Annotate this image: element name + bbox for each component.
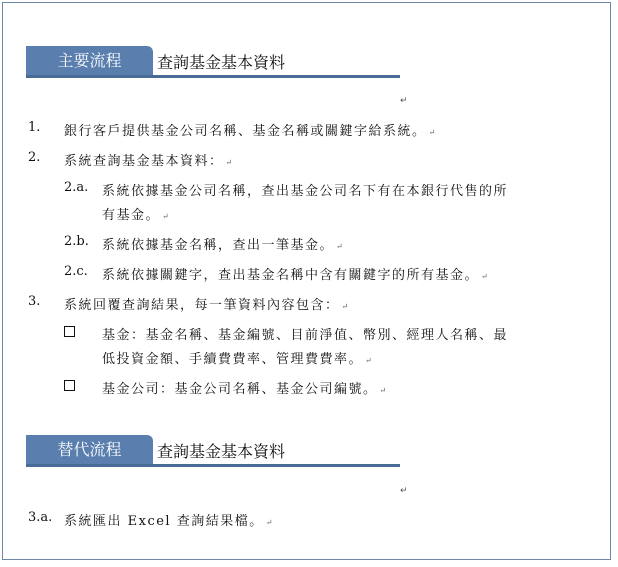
main-flow-tab: 主要流程 (26, 46, 153, 76)
substep-text-continued: 有基金。 ↵ (102, 208, 169, 223)
step-text: 銀行客戶提供基金公司名稱、基金名稱或關鍵字給系統。 ↵ (64, 124, 436, 139)
main-flow-header (26, 46, 406, 78)
substep-number: 2.a. (64, 180, 89, 195)
alt-step-number: 3.a. (28, 510, 53, 525)
substep-text: 系統依據基金公司名稱，查出基金公司名下有在本銀行代售的所 (102, 184, 509, 199)
step-text: 系統查詢基金基本資料： ↵ (64, 154, 233, 169)
alt-flow-title: 查詢基金基本資料 (157, 442, 286, 461)
paragraph-mark: ↵ (400, 96, 408, 106)
substep-text: 系統依據關鍵字，查出基金名稱中含有關鍵字的所有基金。 ↵ (102, 268, 488, 283)
alt-flow-rule (26, 464, 400, 467)
main-flow-rule (26, 75, 400, 78)
bullet-text: 基金公司：基金公司名稱、基金公司編號。 ↵ (102, 382, 387, 397)
substep-text: 系統依據基金名稱，查出一筆基金。 ↵ (102, 238, 343, 253)
step-number: 2. (28, 150, 41, 165)
paragraph-mark: ↵ (400, 486, 408, 496)
substep-number: 2.c. (64, 264, 88, 279)
substep-number: 2.b. (64, 234, 89, 249)
alt-step-text: 系統匯出 Excel 查詢結果檔。 ↵ (64, 514, 273, 529)
alt-flow-header (26, 435, 406, 467)
step-number: 1. (28, 120, 41, 135)
bullet-text-continued: 低投資金額、手續費費率、管理費費率。 ↵ (102, 352, 372, 367)
checkbox-bullet-icon (64, 326, 75, 337)
step-number: 3. (28, 294, 41, 309)
main-flow-title: 查詢基金基本資料 (157, 53, 286, 72)
bullet-text: 基金：基金名稱、基金編號、目前淨值、幣別、經理人名稱、最 (102, 328, 509, 343)
alt-flow-tab: 替代流程 (26, 435, 153, 465)
checkbox-bullet-icon (64, 380, 75, 391)
step-text: 系統回覆查詢結果，每一筆資料內容包含： ↵ (64, 298, 349, 313)
